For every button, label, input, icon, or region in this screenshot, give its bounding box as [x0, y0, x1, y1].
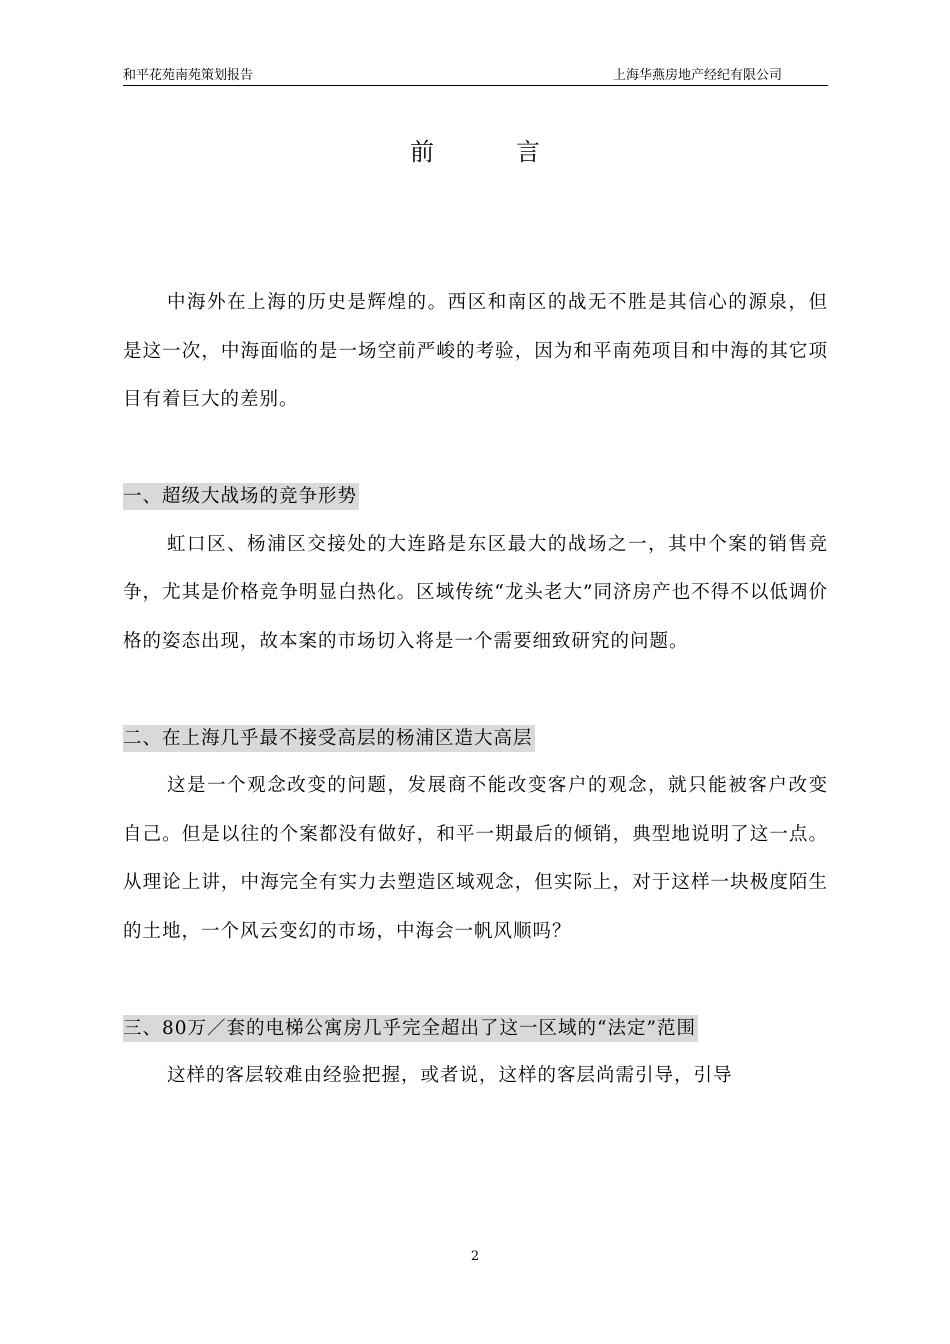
document-body: [123, 279, 828, 1101]
section-spacer: [123, 425, 828, 473]
section-heading-1: 一、超级大战场的竞争形势: [123, 483, 359, 510]
header-report-title: 和平花苑南苑策划报告: [123, 68, 254, 83]
section-heading-2: 二、在上海几乎最不接受高层的杨浦区造大高层: [123, 725, 535, 752]
intro-paragraph: 中海外在上海的历史是辉煌的。西区和南区的战无不胜是其信心的源泉，但是这一次，中海面临的是一场空前严峻的考验，因为和平南苑项目和中海的其它项目有着巨大的差别。: [123, 292, 828, 410]
section-paragraph-3: 这样的客层较难由经验把握，或者说，这样的客层尚需引导，引导: [167, 1065, 733, 1086]
header-company-name: 上海华燕房地产经纪有限公司: [612, 68, 782, 83]
header-divider: [123, 85, 828, 86]
section-heading-row: [123, 714, 828, 762]
section-heading-3: 三、80万／套的电梯公寓房几乎完全超出了这一区域的“法定”范围: [123, 1015, 698, 1042]
page-number: 2: [470, 1249, 480, 1264]
section-paragraph-2: 这是一个观念改变的问题，发展商不能改变客户的观念，就只能被客户改变自己。但是以往的个案都没有做好，和平一期最后的倾销，典型地说明了这一点。从理论上讲，中海完全有实力去塑造区域观念，但实际上，对于这样一块极度陌生的土地，一个风云变幻的市场，中海会一帆风顺吗？: [123, 775, 828, 942]
section-heading-row: [123, 1004, 828, 1052]
section-spacer: [123, 956, 828, 1004]
page-title: 前言: [410, 138, 622, 166]
section-paragraph-1: 虹口区、杨浦区交接处的大连路是东区最大的战场之一，其中个案的销售竞争，尤其是价格竞争明显白热化。区域传统“龙头老大”同济房产也不得不以低调价格的姿态出现，故本案的市场切入将是一个需要细致研究的问题。: [123, 533, 828, 652]
section-spacer: [123, 666, 828, 714]
section-heading-row: [123, 473, 828, 521]
